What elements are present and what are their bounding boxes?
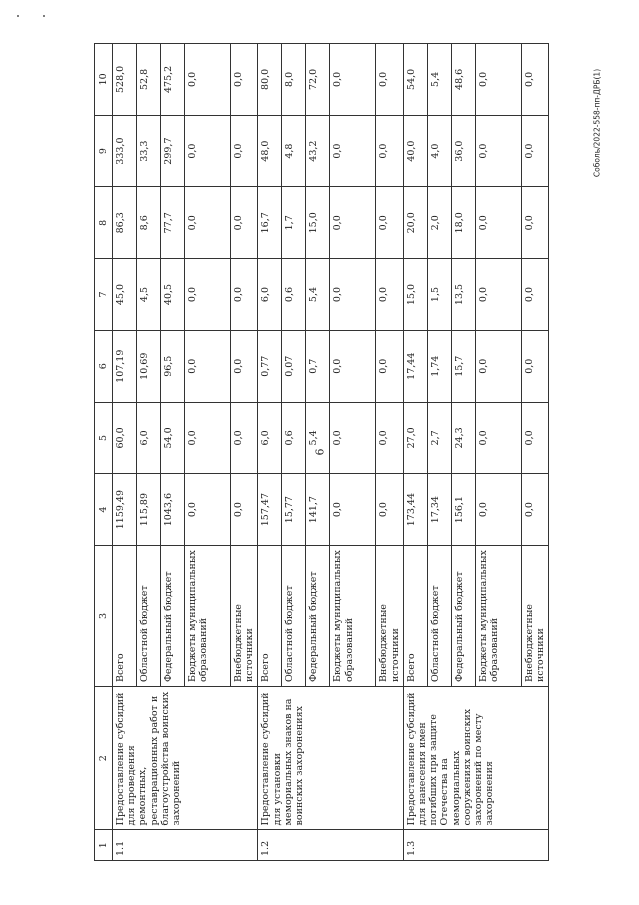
- amount-cell: 54,0: [403, 44, 427, 116]
- amount-cell: 0,0: [376, 115, 403, 187]
- amount-cell: 4,5: [137, 259, 161, 331]
- amount-cell: 141,7: [306, 474, 330, 546]
- amount-cell: 0,0: [185, 187, 231, 259]
- amount-cell: 0,0: [231, 474, 258, 546]
- amount-cell: 33,3: [137, 115, 161, 187]
- amount-cell: 0,0: [231, 259, 258, 331]
- table-body: [95, 44, 549, 861]
- amount-cell: 17,34: [427, 474, 451, 546]
- amount-cell: 8,6: [137, 187, 161, 259]
- amount-cell: 0,0: [521, 402, 548, 474]
- document-footer: Соболь/2022-558-пп-ДРБ(1): [592, 68, 602, 178]
- column-header: 1: [95, 830, 113, 861]
- scan-speck: [17, 15, 19, 17]
- funding-source-cell: Бюджеты муниципальных образований: [475, 545, 521, 686]
- amount-cell: 0,0: [231, 44, 258, 116]
- funding-source-cell: Федеральный бюджет: [451, 545, 475, 686]
- amount-cell: 96,5: [161, 330, 185, 402]
- amount-cell: 80,0: [258, 44, 282, 116]
- amount-cell: 107,19: [113, 330, 137, 402]
- amount-cell: 0,0: [330, 44, 376, 116]
- amount-cell: 54,0: [161, 402, 185, 474]
- funding-source-cell: Внебюджетные источники: [521, 545, 548, 686]
- header-row: [95, 44, 113, 861]
- amount-cell: 52,8: [137, 44, 161, 116]
- table-row: [403, 44, 427, 861]
- amount-cell: 0,0: [185, 402, 231, 474]
- activity-name-cell: Предоставление субсидий для нанесения имен погибших при защите Отечества на мемориальных сооружениях воинских захоронений по месту захоронения: [403, 687, 548, 830]
- column-header: 3: [95, 545, 113, 686]
- amount-cell: 0,6: [282, 402, 306, 474]
- funding-source-cell: Бюджеты муниципальных образований: [185, 545, 231, 686]
- funding-source-cell: Всего: [403, 545, 427, 686]
- amount-cell: 1,5: [427, 259, 451, 331]
- amount-cell: 40,5: [161, 259, 185, 331]
- funding-source-cell: Федеральный бюджет: [306, 545, 330, 686]
- amount-cell: 1,7: [282, 187, 306, 259]
- amount-cell: 0,0: [521, 115, 548, 187]
- column-header: 8: [95, 187, 113, 259]
- amount-cell: 1159,49: [113, 474, 137, 546]
- amount-cell: 0,0: [475, 44, 521, 116]
- column-header: 9: [95, 115, 113, 187]
- amount-cell: 4,0: [427, 115, 451, 187]
- amount-cell: 5,4: [306, 259, 330, 331]
- amount-cell: 333,0: [113, 115, 137, 187]
- amount-cell: 48,0: [258, 115, 282, 187]
- column-header: 10: [95, 44, 113, 116]
- amount-cell: 24,3: [451, 402, 475, 474]
- page-number: 6: [313, 448, 327, 456]
- amount-cell: 0,0: [330, 402, 376, 474]
- amount-cell: 77,7: [161, 187, 185, 259]
- amount-cell: 0,0: [475, 474, 521, 546]
- amount-cell: 48,6: [451, 44, 475, 116]
- funding-source-cell: Всего: [113, 545, 137, 686]
- amount-cell: 0,0: [330, 259, 376, 331]
- amount-cell: 0,0: [185, 115, 231, 187]
- amount-cell: 13,5: [451, 259, 475, 331]
- amount-cell: 0,0: [185, 259, 231, 331]
- amount-cell: 0,0: [330, 115, 376, 187]
- funding-source-cell: Федеральный бюджет: [161, 545, 185, 686]
- amount-cell: 15,77: [282, 474, 306, 546]
- amount-cell: 10,69: [137, 330, 161, 402]
- amount-cell: 0,0: [376, 474, 403, 546]
- table-row: [258, 44, 282, 861]
- amount-cell: 20,0: [403, 187, 427, 259]
- amount-cell: 15,7: [451, 330, 475, 402]
- amount-cell: 0,0: [376, 259, 403, 331]
- funding-source-cell: Всего: [258, 545, 282, 686]
- amount-cell: 0,0: [376, 44, 403, 116]
- amount-cell: 0,0: [475, 402, 521, 474]
- amount-cell: 16,7: [258, 187, 282, 259]
- amount-cell: 0,0: [521, 259, 548, 331]
- amount-cell: 4,8: [282, 115, 306, 187]
- amount-cell: 0,0: [231, 402, 258, 474]
- amount-cell: 6,0: [137, 402, 161, 474]
- column-header: 7: [95, 259, 113, 331]
- amount-cell: 60,0: [113, 402, 137, 474]
- amount-cell: 0,7: [306, 330, 330, 402]
- amount-cell: 15,0: [403, 259, 427, 331]
- amount-cell: 2,0: [427, 187, 451, 259]
- amount-cell: 0,0: [475, 115, 521, 187]
- column-header: 6: [95, 330, 113, 402]
- activity-name-cell: Предоставление субсидий для установки мемориальных знаков на воинских захоронениях: [258, 687, 403, 830]
- amount-cell: 45,0: [113, 259, 137, 331]
- row-number-cell: 1.1: [113, 830, 258, 861]
- amount-cell: 0,0: [231, 330, 258, 402]
- amount-cell: 0,0: [521, 187, 548, 259]
- funding-source-cell: Внебюджетные источники: [231, 545, 258, 686]
- amount-cell: 15,0: [306, 187, 330, 259]
- amount-cell: 0,0: [231, 187, 258, 259]
- amount-cell: 17,44: [403, 330, 427, 402]
- row-number-cell: 1.3: [403, 830, 548, 861]
- funding-source-cell: Бюджеты муниципальных образований: [330, 545, 376, 686]
- funding-source-cell: Областной бюджет: [137, 545, 161, 686]
- column-header: 2: [95, 687, 113, 830]
- column-header: 4: [95, 474, 113, 546]
- amount-cell: 0,0: [330, 330, 376, 402]
- amount-cell: 36,0: [451, 115, 475, 187]
- amount-cell: 27,0: [403, 402, 427, 474]
- amount-cell: 5,4: [427, 44, 451, 116]
- table-row: [113, 44, 137, 861]
- amount-cell: 173,44: [403, 474, 427, 546]
- amount-cell: 0,0: [521, 44, 548, 116]
- amount-cell: 86,3: [113, 187, 137, 259]
- funding-source-cell: Областной бюджет: [427, 545, 451, 686]
- amount-cell: 2,7: [427, 402, 451, 474]
- amount-cell: 0,0: [475, 259, 521, 331]
- amount-cell: 0,0: [376, 187, 403, 259]
- amount-cell: 0,0: [185, 44, 231, 116]
- amount-cell: 0,0: [330, 474, 376, 546]
- funding-source-cell: Внебюджетные источники: [376, 545, 403, 686]
- amount-cell: 115,89: [137, 474, 161, 546]
- scan-speck: [43, 15, 45, 17]
- amount-cell: 0,77: [258, 330, 282, 402]
- amount-cell: 0,0: [521, 474, 548, 546]
- amount-cell: 157,47: [258, 474, 282, 546]
- amount-cell: 0,6: [282, 259, 306, 331]
- amount-cell: 528,0: [113, 44, 137, 116]
- amount-cell: 5,4: [306, 402, 330, 474]
- amount-cell: 0,0: [185, 474, 231, 546]
- amount-cell: 1,74: [427, 330, 451, 402]
- amount-cell: 0,0: [185, 330, 231, 402]
- amount-cell: 6,0: [258, 259, 282, 331]
- funding-table: [94, 43, 549, 861]
- amount-cell: 0,0: [330, 187, 376, 259]
- amount-cell: 156,1: [451, 474, 475, 546]
- row-number-cell: 1.2: [258, 830, 403, 861]
- amount-cell: 18,0: [451, 187, 475, 259]
- amount-cell: 8,0: [282, 44, 306, 116]
- amount-cell: 0,0: [475, 187, 521, 259]
- rotated-table-container: [94, 43, 547, 861]
- amount-cell: 0,07: [282, 330, 306, 402]
- amount-cell: 0,0: [521, 330, 548, 402]
- amount-cell: 40,0: [403, 115, 427, 187]
- amount-cell: 0,0: [376, 402, 403, 474]
- amount-cell: 0,0: [475, 330, 521, 402]
- column-header: 5: [95, 402, 113, 474]
- amount-cell: 43,2: [306, 115, 330, 187]
- amount-cell: 0,0: [231, 115, 258, 187]
- amount-cell: 6,0: [258, 402, 282, 474]
- amount-cell: 0,0: [376, 330, 403, 402]
- amount-cell: 299,7: [161, 115, 185, 187]
- amount-cell: 475,2: [161, 44, 185, 116]
- amount-cell: 1043,6: [161, 474, 185, 546]
- amount-cell: 72,0: [306, 44, 330, 116]
- funding-source-cell: Областной бюджет: [282, 545, 306, 686]
- activity-name-cell: Предоставление субсидий для проведения ремонтных, реставрационных работ и благоустройства воинских захоронений: [113, 687, 258, 830]
